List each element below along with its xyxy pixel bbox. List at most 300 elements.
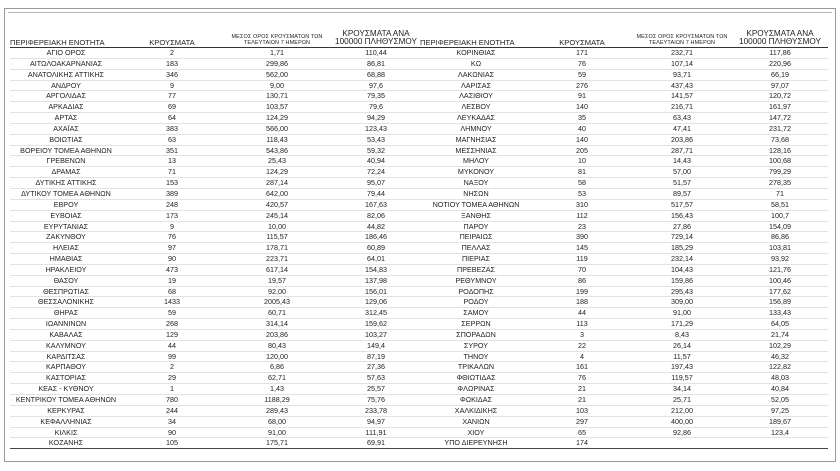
cell-avg-7-days: 89,57 — [632, 188, 732, 199]
table-row — [10, 340, 420, 351]
header-cases-per-100k: ΚΡΟΥΣΜΑΤΑ ΑΝΑ 100000 ΠΛΗΘΥΣΜΟΥ — [732, 25, 828, 48]
cell-cases-per-100k: 159,62 — [332, 319, 420, 330]
cell-cases-per-100k: 128,16 — [732, 145, 828, 156]
cell-unit-name: ΧΑΝΙΩΝ — [420, 416, 532, 427]
cell-avg-7-days: 1188,29 — [222, 395, 332, 406]
table-row — [420, 80, 828, 91]
cell-cases: 153 — [122, 178, 222, 189]
table-row — [10, 69, 420, 80]
cell-cases: 70 — [532, 264, 632, 275]
table-row — [10, 221, 420, 232]
table-row — [10, 178, 420, 189]
cell-cases: 64 — [122, 113, 222, 124]
cell-cases: 205 — [532, 145, 632, 156]
cell-cases-per-100k: 122,82 — [732, 362, 828, 373]
table-row — [10, 351, 420, 362]
cell-unit-name: ΚΑΡΠΑΘΟΥ — [10, 362, 122, 373]
cell-avg-7-days: 141,57 — [632, 91, 732, 102]
cell-cases: 68 — [122, 286, 222, 297]
cell-avg-7-days: 51,57 — [632, 178, 732, 189]
table-row — [420, 297, 828, 308]
cell-unit-name: ΧΙΟΥ — [420, 427, 532, 438]
cell-cases: 346 — [122, 69, 222, 80]
cell-cases-per-100k: 72,24 — [332, 167, 420, 178]
cell-cases-per-100k: 97,07 — [732, 80, 828, 91]
cell-avg-7-days: 203,86 — [632, 134, 732, 145]
cell-unit-name: ΗΜΑΘΙΑΣ — [10, 254, 122, 265]
cell-avg-7-days: 10,00 — [222, 221, 332, 232]
cell-cases-per-100k: 111,91 — [332, 427, 420, 438]
cases-table-left — [10, 25, 420, 449]
cell-cases: 276 — [532, 80, 632, 91]
cell-avg-7-days: 107,14 — [632, 58, 732, 69]
table-row — [420, 384, 828, 395]
cell-avg-7-days: 175,71 — [222, 438, 332, 449]
cell-avg-7-days: 62,71 — [222, 373, 332, 384]
cell-cases: 97 — [122, 243, 222, 254]
cell-cases: 473 — [122, 264, 222, 275]
cell-unit-name: ΖΑΚΥΝΘΟΥ — [10, 232, 122, 243]
cell-unit-name: ΦΩΚΙΔΑΣ — [420, 395, 532, 406]
cell-cases: 59 — [122, 308, 222, 319]
header-unit: ΠΕΡΙΦΕΡΕΙΑΚΗ ΕΝΟΤΗΤΑ — [420, 25, 532, 48]
cell-cases: 99 — [122, 351, 222, 362]
cell-avg-7-days: 6,86 — [222, 362, 332, 373]
cell-avg-7-days: 437,43 — [632, 80, 732, 91]
cell-unit-name: ΚΟΡΙΝΘΙΑΣ — [420, 48, 532, 59]
cell-cases-per-100k: 86,86 — [732, 232, 828, 243]
cell-cases-per-100k: 167,63 — [332, 199, 420, 210]
cell-unit-name: ΔΥΤΙΚΗΣ ΑΤΤΙΚΗΣ — [10, 178, 122, 189]
cell-unit-name: ΔΡΑΜΑΣ — [10, 167, 122, 178]
cell-cases: 71 — [122, 167, 222, 178]
cell-cases-per-100k: 149,4 — [332, 340, 420, 351]
cell-avg-7-days: 91,00 — [222, 427, 332, 438]
cell-cases: 86 — [532, 275, 632, 286]
cell-avg-7-days: 197,43 — [632, 362, 732, 373]
cell-avg-7-days: 80,43 — [222, 340, 332, 351]
cell-unit-name: ΠΕΛΛΑΣ — [420, 243, 532, 254]
cell-unit-name: ΜΥΚΟΝΟΥ — [420, 167, 532, 178]
table-row — [420, 416, 828, 427]
cell-avg-7-days: 566,00 — [222, 123, 332, 134]
cell-avg-7-days: 562,00 — [222, 69, 332, 80]
cell-avg-7-days: 124,29 — [222, 113, 332, 124]
cell-cases: 199 — [532, 286, 632, 297]
cell-avg-7-days: 92,86 — [632, 427, 732, 438]
cell-cases-per-100k: 117,86 — [732, 48, 828, 59]
header-row — [420, 25, 828, 48]
cell-avg-7-days: 420,57 — [222, 199, 332, 210]
table-row — [420, 264, 828, 275]
cell-cases-per-100k: 102,29 — [732, 340, 828, 351]
header-row — [10, 25, 420, 48]
cell-cases-per-100k: 59,32 — [332, 145, 420, 156]
table-row — [420, 48, 828, 59]
cell-cases: 113 — [532, 319, 632, 330]
cell-avg-7-days: 103,57 — [222, 102, 332, 113]
cell-unit-name: ΝΑΞΟΥ — [420, 178, 532, 189]
table-row — [10, 243, 420, 254]
cell-cases-per-100k: 79,44 — [332, 188, 420, 199]
cell-unit-name: ΗΡΑΚΛΕΙΟΥ — [10, 264, 122, 275]
cell-cases: 4 — [532, 351, 632, 362]
table-row — [10, 384, 420, 395]
cell-avg-7-days: 120,00 — [222, 351, 332, 362]
cell-unit-name: ΒΟΙΩΤΙΑΣ — [10, 134, 122, 145]
table-row — [10, 308, 420, 319]
cell-cases-per-100k: 123,4 — [732, 427, 828, 438]
cell-cases: 19 — [122, 275, 222, 286]
cell-avg-7-days: 159,86 — [632, 275, 732, 286]
header-avg-7-days: ΜΕΣΟΣ ΟΡΟΣ ΚΡΟΥΣΜΑΤΩΝ ΤΩΝ ΤΕΛΕΥΤΑΙΩΝ 7 ΗΜΕΡΩΝ — [222, 25, 332, 48]
cell-avg-7-days: 203,86 — [222, 329, 332, 340]
cell-cases-per-100k: 161,97 — [732, 102, 828, 113]
cell-avg-7-days: 11,57 — [632, 351, 732, 362]
header-cases: ΚΡΟΥΣΜΑΤΑ — [532, 25, 632, 48]
table-row — [420, 351, 828, 362]
table-row — [420, 145, 828, 156]
cell-cases-per-100k: 147,72 — [732, 113, 828, 124]
cell-cases: 351 — [122, 145, 222, 156]
cell-unit-name: ΠΑΡΟΥ — [420, 221, 532, 232]
cell-cases: 35 — [532, 113, 632, 124]
cell-unit-name: ΑΡΓΟΛΙΔΑΣ — [10, 91, 122, 102]
cell-cases: 119 — [532, 254, 632, 265]
cell-cases: 780 — [122, 395, 222, 406]
cell-cases-per-100k: 231,72 — [732, 123, 828, 134]
cell-cases-per-100k: 154,09 — [732, 221, 828, 232]
cell-avg-7-days: 223,71 — [222, 254, 332, 265]
cell-avg-7-days: 287,14 — [222, 178, 332, 189]
table-row — [10, 113, 420, 124]
cell-avg-7-days: 1,43 — [222, 384, 332, 395]
cell-cases: 76 — [532, 58, 632, 69]
cell-avg-7-days: 1,71 — [222, 48, 332, 59]
cases-table-right — [420, 25, 828, 449]
cell-unit-name: ΣΕΡΡΩΝ — [420, 319, 532, 330]
cell-cases: 21 — [532, 384, 632, 395]
cell-cases: 65 — [532, 427, 632, 438]
cell-cases: 59 — [532, 69, 632, 80]
table-row — [420, 329, 828, 340]
cell-cases-per-100k: 79,35 — [332, 91, 420, 102]
cell-cases-per-100k: 21,74 — [732, 329, 828, 340]
cell-cases-per-100k: 156,89 — [732, 297, 828, 308]
table-row — [420, 188, 828, 199]
table-row — [420, 199, 828, 210]
table-row — [10, 297, 420, 308]
cell-unit-name: ΕΥΒΟΙΑΣ — [10, 210, 122, 221]
cell-cases-per-100k: 71 — [732, 188, 828, 199]
cell-avg-7-days: 400,00 — [632, 416, 732, 427]
cell-unit-name: ΛΑΡΙΣΑΣ — [420, 80, 532, 91]
cell-unit-name: ΥΠΟ ΔΙΕΡΕΥΝΗΣΗ — [420, 438, 532, 449]
cell-cases-per-100k: 69,91 — [332, 438, 420, 449]
cell-unit-name: ΓΡΕΒΕΝΩΝ — [10, 156, 122, 167]
cell-cases: 81 — [532, 167, 632, 178]
cell-cases-per-100k: 129,06 — [332, 297, 420, 308]
cell-cases-per-100k: 44,82 — [332, 221, 420, 232]
cell-cases-per-100k: 40,84 — [732, 384, 828, 395]
cell-unit-name: ΦΘΙΩΤΙΔΑΣ — [420, 373, 532, 384]
cell-unit-name: ΒΟΡΕΙΟΥ ΤΟΜΕΑ ΑΘΗΝΩΝ — [10, 145, 122, 156]
table-row — [10, 254, 420, 265]
table-row — [10, 58, 420, 69]
cell-unit-name: ΦΛΩΡΙΝΑΣ — [420, 384, 532, 395]
cell-cases: 105 — [122, 438, 222, 449]
cell-unit-name: ΚΑΒΑΛΑΣ — [10, 329, 122, 340]
cell-avg-7-days: 8,43 — [632, 329, 732, 340]
cell-cases: 174 — [532, 438, 632, 449]
cell-unit-name: ΣΥΡΟΥ — [420, 340, 532, 351]
cell-cases-per-100k: 186,46 — [332, 232, 420, 243]
cell-cases: 244 — [122, 405, 222, 416]
cell-cases-per-100k: 278,35 — [732, 178, 828, 189]
cell-unit-name: ΜΑΓΝΗΣΙΑΣ — [420, 134, 532, 145]
cell-avg-7-days: 9,00 — [222, 80, 332, 91]
cell-cases: 44 — [122, 340, 222, 351]
cell-avg-7-days — [632, 438, 732, 449]
cell-cases-per-100k: 220,96 — [732, 58, 828, 69]
cell-cases: 9 — [122, 221, 222, 232]
cell-unit-name: ΠΙΕΡΙΑΣ — [420, 254, 532, 265]
cell-cases: 13 — [122, 156, 222, 167]
cell-cases: 188 — [532, 297, 632, 308]
cell-unit-name: ΘΑΣΟΥ — [10, 275, 122, 286]
cell-unit-name: ΚΙΛΚΙΣ — [10, 427, 122, 438]
cell-cases-per-100k: 133,43 — [732, 308, 828, 319]
cell-cases-per-100k: 103,27 — [332, 329, 420, 340]
cell-cases: 23 — [532, 221, 632, 232]
table-row — [10, 319, 420, 330]
cell-cases-per-100k: 156,01 — [332, 286, 420, 297]
cell-avg-7-days: 34,14 — [632, 384, 732, 395]
table-row — [420, 134, 828, 145]
cell-cases-per-100k: 73,68 — [732, 134, 828, 145]
cell-avg-7-days: 118,43 — [222, 134, 332, 145]
table-row — [10, 286, 420, 297]
table-row — [10, 156, 420, 167]
table-row — [10, 275, 420, 286]
cell-cases: 90 — [122, 427, 222, 438]
cell-cases-per-100k: 27,36 — [332, 362, 420, 373]
cell-avg-7-days: 26,14 — [632, 340, 732, 351]
cell-unit-name: ΣΑΜΟΥ — [420, 308, 532, 319]
cell-unit-name: ΡΕΘΥΜΝΟΥ — [420, 275, 532, 286]
table-row — [420, 178, 828, 189]
cell-avg-7-days: 124,29 — [222, 167, 332, 178]
cell-cases-per-100k: 82,06 — [332, 210, 420, 221]
cell-cases-per-100k: 46,32 — [732, 351, 828, 362]
cell-unit-name: ΛΗΜΝΟΥ — [420, 123, 532, 134]
cell-cases: 310 — [532, 199, 632, 210]
table-row — [420, 405, 828, 416]
cell-unit-name: ΕΒΡΟΥ — [10, 199, 122, 210]
table-row — [420, 427, 828, 438]
cell-avg-7-days: 115,57 — [222, 232, 332, 243]
cell-avg-7-days: 178,71 — [222, 243, 332, 254]
cell-cases-per-100k: 137,98 — [332, 275, 420, 286]
cell-cases: 10 — [532, 156, 632, 167]
cell-cases: 1 — [122, 384, 222, 395]
cell-cases: 161 — [532, 362, 632, 373]
cell-cases-per-100k: 100,46 — [732, 275, 828, 286]
cell-cases-per-100k: 110,44 — [332, 48, 420, 59]
cell-cases-per-100k: 120,72 — [732, 91, 828, 102]
cell-cases-per-100k: 58,51 — [732, 199, 828, 210]
cell-cases: 297 — [532, 416, 632, 427]
cell-cases-per-100k: 189,67 — [732, 416, 828, 427]
table-row — [420, 167, 828, 178]
cell-avg-7-days: 185,29 — [632, 243, 732, 254]
cell-cases: 268 — [122, 319, 222, 330]
cell-avg-7-days: 91,00 — [632, 308, 732, 319]
header-cases-per-100k: ΚΡΟΥΣΜΑΤΑ ΑΝΑ 100000 ΠΛΗΘΥΣΜΟΥ — [332, 25, 420, 48]
cell-unit-name: ΝΟΤΙΟΥ ΤΟΜΕΑ ΑΘΗΝΩΝ — [420, 199, 532, 210]
cell-unit-name: ΜΕΣΣΗΝΙΑΣ — [420, 145, 532, 156]
cell-avg-7-days: 19,57 — [222, 275, 332, 286]
cell-avg-7-days: 68,00 — [222, 416, 332, 427]
cell-cases: 58 — [532, 178, 632, 189]
cell-cases-per-100k: 94,29 — [332, 113, 420, 124]
table-row — [10, 232, 420, 243]
cell-avg-7-days: 287,71 — [632, 145, 732, 156]
table-row — [420, 156, 828, 167]
cell-unit-name: ΚΩ — [420, 58, 532, 69]
cell-cases: 112 — [532, 210, 632, 221]
cell-cases: 53 — [532, 188, 632, 199]
table-row — [420, 319, 828, 330]
cell-cases: 76 — [122, 232, 222, 243]
cell-avg-7-days: 14,43 — [632, 156, 732, 167]
cell-avg-7-days: 232,14 — [632, 254, 732, 265]
cell-unit-name: ΛΑΚΩΝΙΑΣ — [420, 69, 532, 80]
table-row — [10, 48, 420, 59]
cell-unit-name: ΝΗΣΩΝ — [420, 188, 532, 199]
cell-avg-7-days: 2005,43 — [222, 297, 332, 308]
table-row — [420, 69, 828, 80]
cell-cases: 3 — [532, 329, 632, 340]
cell-unit-name: ΑΝΑΤΟΛΙΚΗΣ ΑΤΤΙΚΗΣ — [10, 69, 122, 80]
table-row — [10, 405, 420, 416]
table-row — [10, 91, 420, 102]
cell-unit-name: ΡΟΔΟΠΗΣ — [420, 286, 532, 297]
cell-unit-name: ΘΗΡΑΣ — [10, 308, 122, 319]
cell-cases-per-100k: 66,19 — [732, 69, 828, 80]
cell-cases-per-100k: 100,7 — [732, 210, 828, 221]
cell-cases: 2 — [122, 48, 222, 59]
cell-unit-name: ΞΑΝΘΗΣ — [420, 210, 532, 221]
table-row — [420, 221, 828, 232]
cell-avg-7-days: 309,00 — [632, 297, 732, 308]
table-row — [10, 427, 420, 438]
cell-cases: 40 — [532, 123, 632, 134]
cell-unit-name: ΗΛΕΙΑΣ — [10, 243, 122, 254]
cell-avg-7-days: 25,71 — [632, 395, 732, 406]
table-row — [420, 395, 828, 406]
cell-unit-name: ΛΕΣΒΟΥ — [420, 102, 532, 113]
cell-cases: 34 — [122, 416, 222, 427]
table-row — [420, 243, 828, 254]
table-row — [420, 102, 828, 113]
cell-avg-7-days: 25,43 — [222, 156, 332, 167]
cell-unit-name: ΑΝΔΡΟΥ — [10, 80, 122, 91]
cell-avg-7-days: 104,43 — [632, 264, 732, 275]
cell-avg-7-days: 642,00 — [222, 188, 332, 199]
table-row — [420, 232, 828, 243]
cell-cases-per-100k: 94,97 — [332, 416, 420, 427]
cell-unit-name: ΑΙΤΩΛΟΑΚΑΡΝΑΝΙΑΣ — [10, 58, 122, 69]
cell-avg-7-days: 295,43 — [632, 286, 732, 297]
cell-unit-name: ΚΕΡΚΥΡΑΣ — [10, 405, 122, 416]
cell-cases-per-100k: 103,81 — [732, 243, 828, 254]
cell-avg-7-days: 60,71 — [222, 308, 332, 319]
cell-unit-name: ΘΕΣΣΑΛΟΝΙΚΗΣ — [10, 297, 122, 308]
cell-cases-per-100k: 79,6 — [332, 102, 420, 113]
cell-avg-7-days: 47,41 — [632, 123, 732, 134]
table-body-right — [420, 48, 828, 449]
cell-unit-name: ΜΗΛΟΥ — [420, 156, 532, 167]
table-row — [10, 438, 420, 449]
table-body-left — [10, 48, 420, 449]
table-row — [10, 167, 420, 178]
table-row — [420, 362, 828, 373]
table-row — [420, 438, 828, 449]
table-row — [10, 416, 420, 427]
cell-cases-per-100k: 93,92 — [732, 254, 828, 265]
cell-avg-7-days: 543,86 — [222, 145, 332, 156]
cell-avg-7-days: 232,71 — [632, 48, 732, 59]
cell-unit-name: ΚΑΣΤΟΡΙΑΣ — [10, 373, 122, 384]
cell-cases-per-100k: 233,78 — [332, 405, 420, 416]
cell-avg-7-days: 314,14 — [222, 319, 332, 330]
cell-cases: 90 — [122, 254, 222, 265]
table-row — [10, 145, 420, 156]
table-row — [420, 210, 828, 221]
cell-cases-per-100k: 64,01 — [332, 254, 420, 265]
table-row — [10, 362, 420, 373]
cell-cases-per-100k: 100,68 — [732, 156, 828, 167]
cell-unit-name: ΧΑΛΚΙΔΙΚΗΣ — [420, 405, 532, 416]
cell-cases-per-100k — [732, 438, 828, 449]
cell-cases-per-100k: 64,05 — [732, 319, 828, 330]
cell-cases-per-100k: 25,57 — [332, 384, 420, 395]
cell-cases-per-100k: 68,88 — [332, 69, 420, 80]
table-row — [420, 123, 828, 134]
cell-unit-name: ΠΡΕΒΕΖΑΣ — [420, 264, 532, 275]
cell-cases-per-100k: 177,62 — [732, 286, 828, 297]
table-row — [420, 58, 828, 69]
cell-unit-name: ΤΡΙΚΑΛΩΝ — [420, 362, 532, 373]
cell-cases: 383 — [122, 123, 222, 134]
cell-unit-name: ΚΕΝΤΡΙΚΟΥ ΤΟΜΕΑ ΑΘΗΝΩΝ — [10, 395, 122, 406]
table-row — [420, 275, 828, 286]
cell-avg-7-days: 299,86 — [222, 58, 332, 69]
table-row — [10, 329, 420, 340]
cell-avg-7-days: 57,00 — [632, 167, 732, 178]
cell-cases-per-100k: 40,94 — [332, 156, 420, 167]
cell-unit-name: ΚΑΡΔΙΤΣΑΣ — [10, 351, 122, 362]
cell-unit-name: ΠΕΙΡΑΙΩΣ — [420, 232, 532, 243]
cell-avg-7-days: 92,00 — [222, 286, 332, 297]
table-row — [10, 373, 420, 384]
cell-cases-per-100k: 48,03 — [732, 373, 828, 384]
cell-cases: 44 — [532, 308, 632, 319]
cell-cases-per-100k: 75,76 — [332, 395, 420, 406]
cell-cases: 173 — [122, 210, 222, 221]
cell-unit-name: ΕΥΡΥΤΑΝΙΑΣ — [10, 221, 122, 232]
